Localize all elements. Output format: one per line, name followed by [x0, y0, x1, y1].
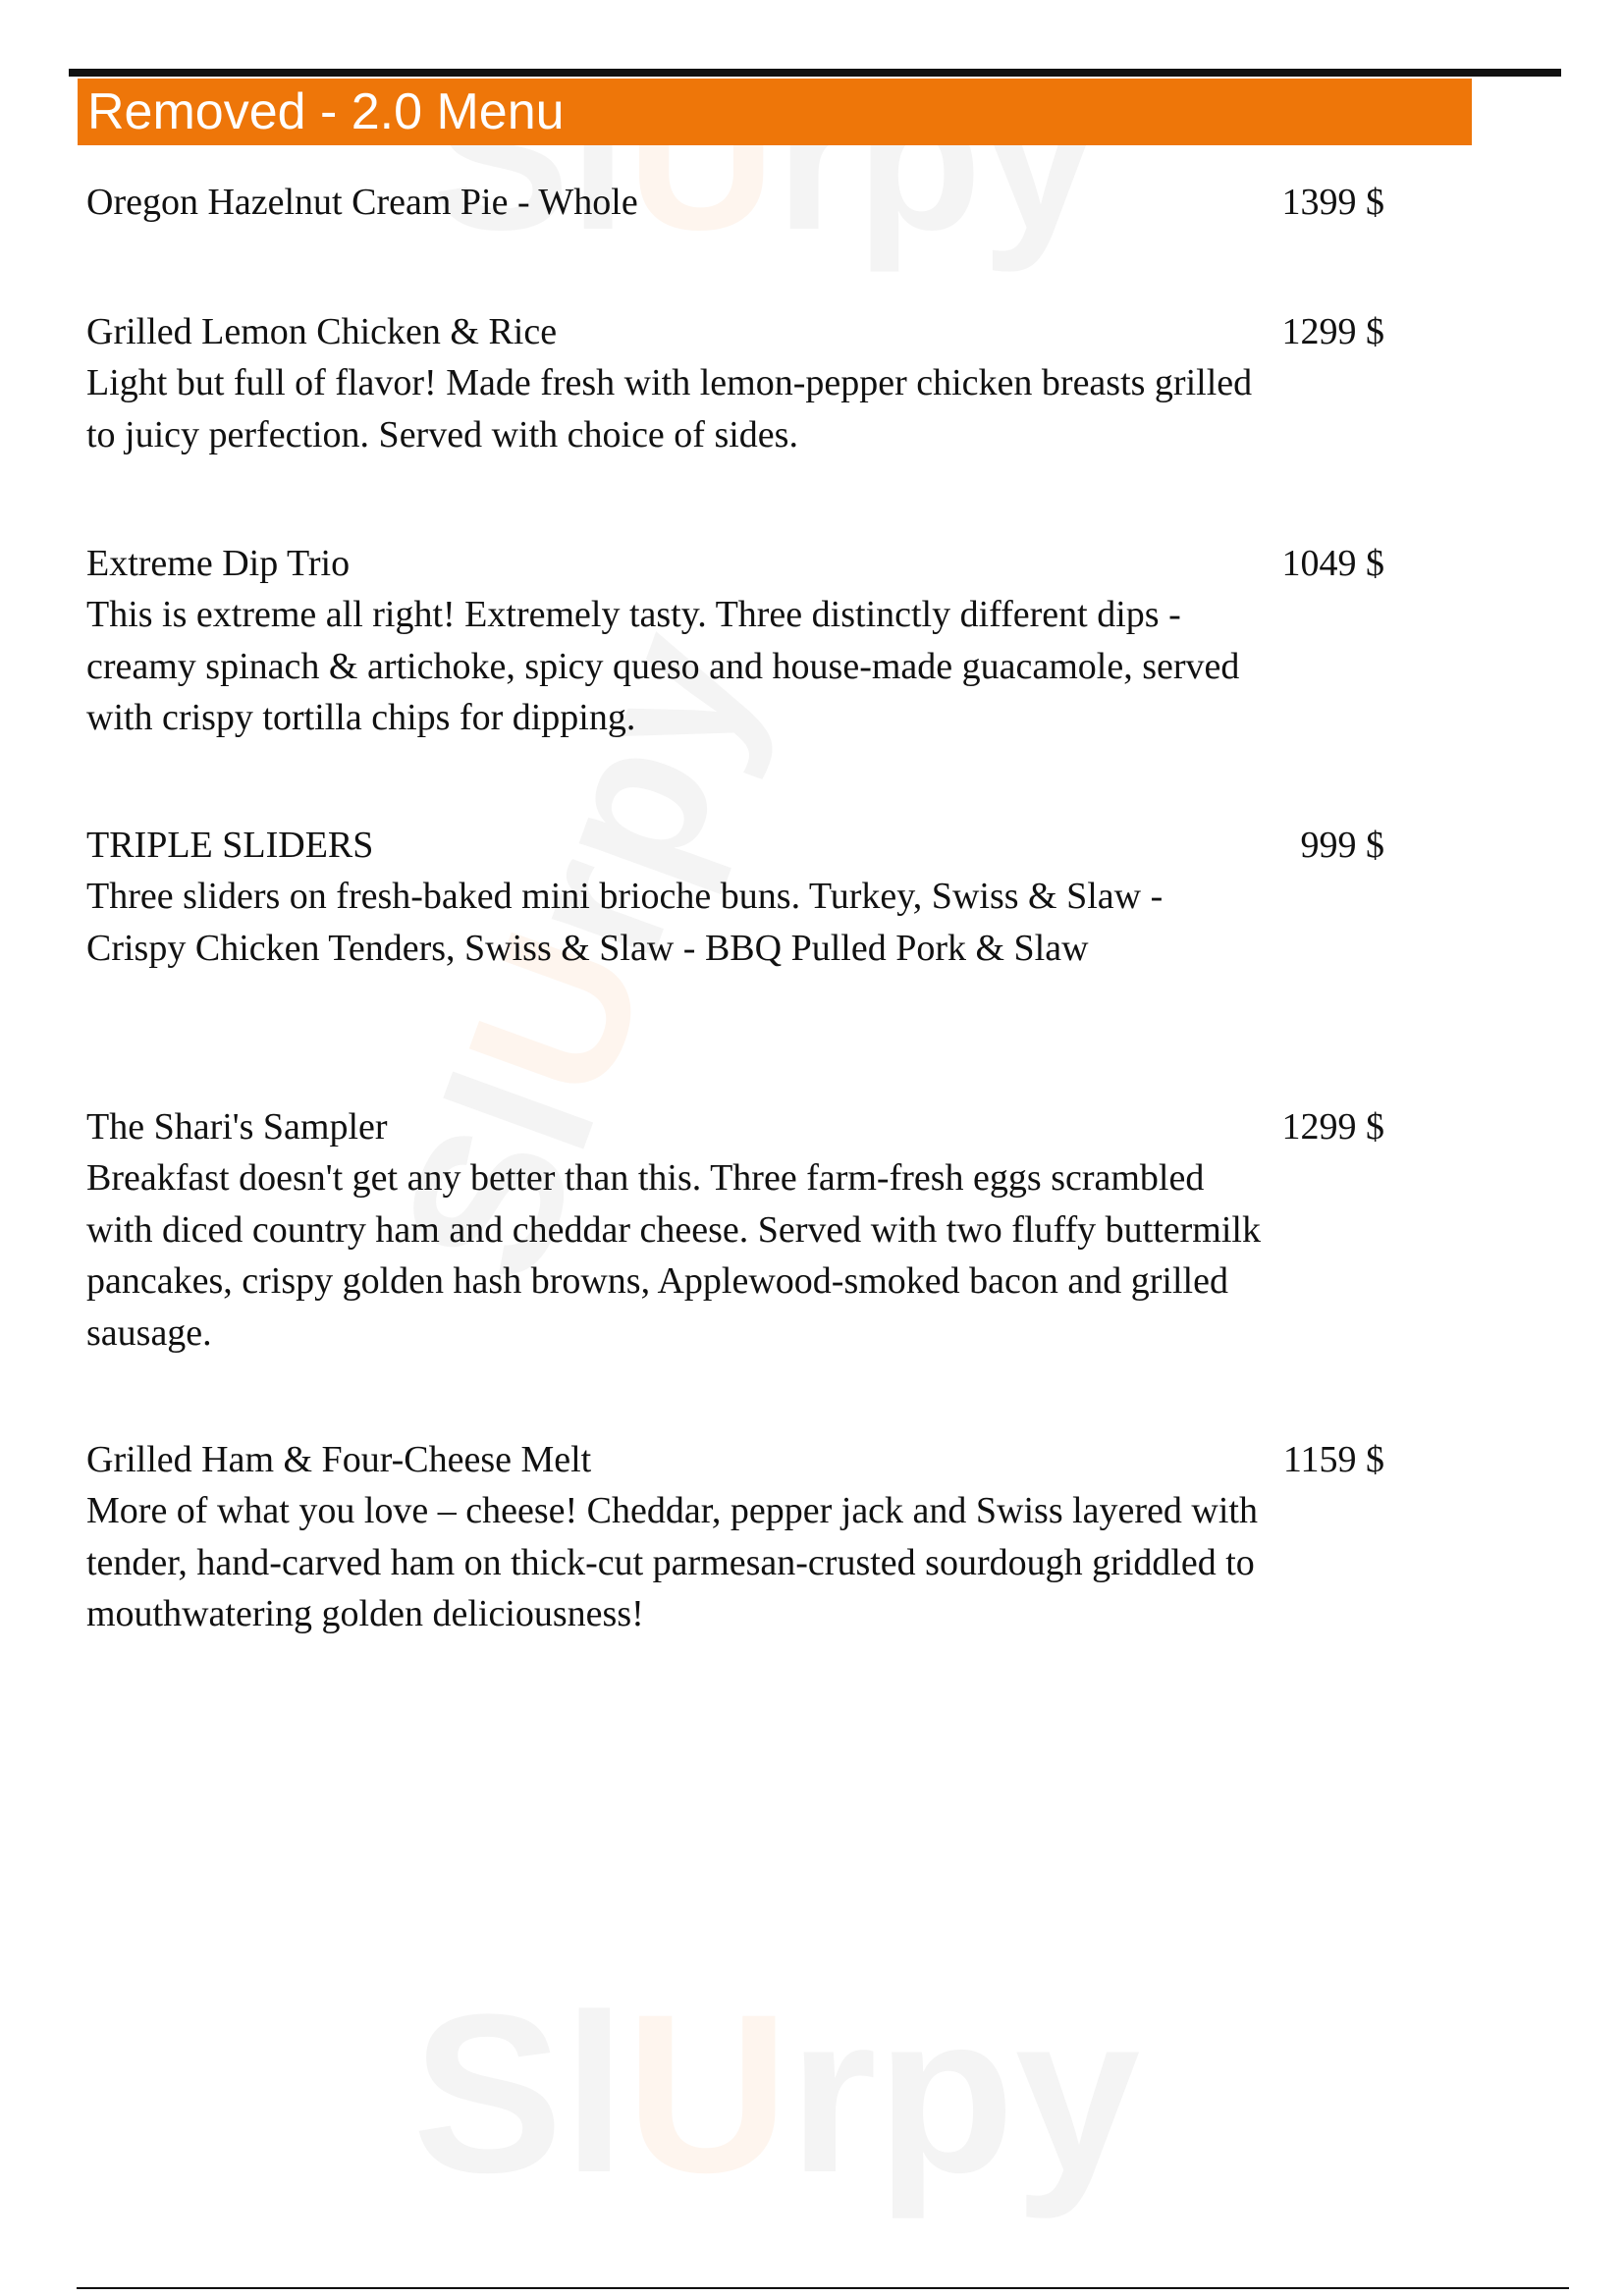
menu-item — [86, 538, 1432, 744]
item-price: 1159 $ — [1282, 1439, 1384, 1480]
item-description: Three sliders on fresh-baked mini brioche buns. Turkey, Swiss & Slaw - Crispy Chicken Tenders, Swiss & Slaw - BBQ Pulled Pork & Slaw — [86, 876, 1164, 969]
item-description: Light but full of flavor! Made fresh with lemon-pepper chicken breasts grilled to juicy perfection. Served with choice of sides. — [86, 362, 1253, 455]
item-description: Breakfast doesn't get any better than this. Three farm-fresh eggs scrambled with diced country ham and cheddar cheese. Served with two fluffy buttermilk pancakes, crispy golden hash browns, Applewood-smoked bacon and grilled sausage. — [86, 1157, 1261, 1354]
bottom-divider — [77, 2287, 1569, 2289]
section-title: Removed - 2.0 Menu — [78, 79, 1472, 145]
item-price: 1399 $ — [1281, 182, 1384, 223]
menu-item — [86, 177, 1432, 228]
item-name: TRIPLE SLIDERS — [86, 825, 374, 866]
item-description: More of what you love – cheese! Cheddar, pepper jack and Swiss layered with tender, hand-carved ham on thick-cut parmesan-crusted sourdough griddled to mouthwatering golden deliciousness! — [86, 1490, 1258, 1634]
menu-item — [86, 306, 1432, 460]
item-name: Grilled Lemon Chicken & Rice — [86, 311, 558, 352]
item-name: The Shari's Sampler — [86, 1106, 388, 1148]
item-name: Grilled Ham & Four-Cheese Melt — [86, 1439, 592, 1480]
slurpy-watermark-logo: U — [625, 1967, 789, 2219]
slurpy-watermark-logo: U — [626, 42, 777, 273]
item-price: 999 $ — [1300, 825, 1384, 866]
item-name: Extreme Dip Trio — [86, 543, 351, 584]
item-price: 1049 $ — [1281, 543, 1384, 584]
item-name: Oregon Hazelnut Cream Pie - Whole — [86, 182, 638, 223]
item-price: 1299 $ — [1281, 311, 1384, 352]
menu-item — [86, 1101, 1432, 1359]
item-price: 1299 $ — [1281, 1106, 1384, 1148]
slurpy-watermark-logo: U — [422, 905, 691, 1124]
menu-item — [86, 1434, 1432, 1640]
menu-item — [86, 820, 1432, 974]
top-divider — [69, 69, 1561, 77]
item-description: This is extreme all right! Extremely tasty. Three distinctly different dips - creamy spinach & artichoke, spicy queso and house-made guacamole, served with crispy tortilla chips for dipping. — [86, 594, 1240, 738]
